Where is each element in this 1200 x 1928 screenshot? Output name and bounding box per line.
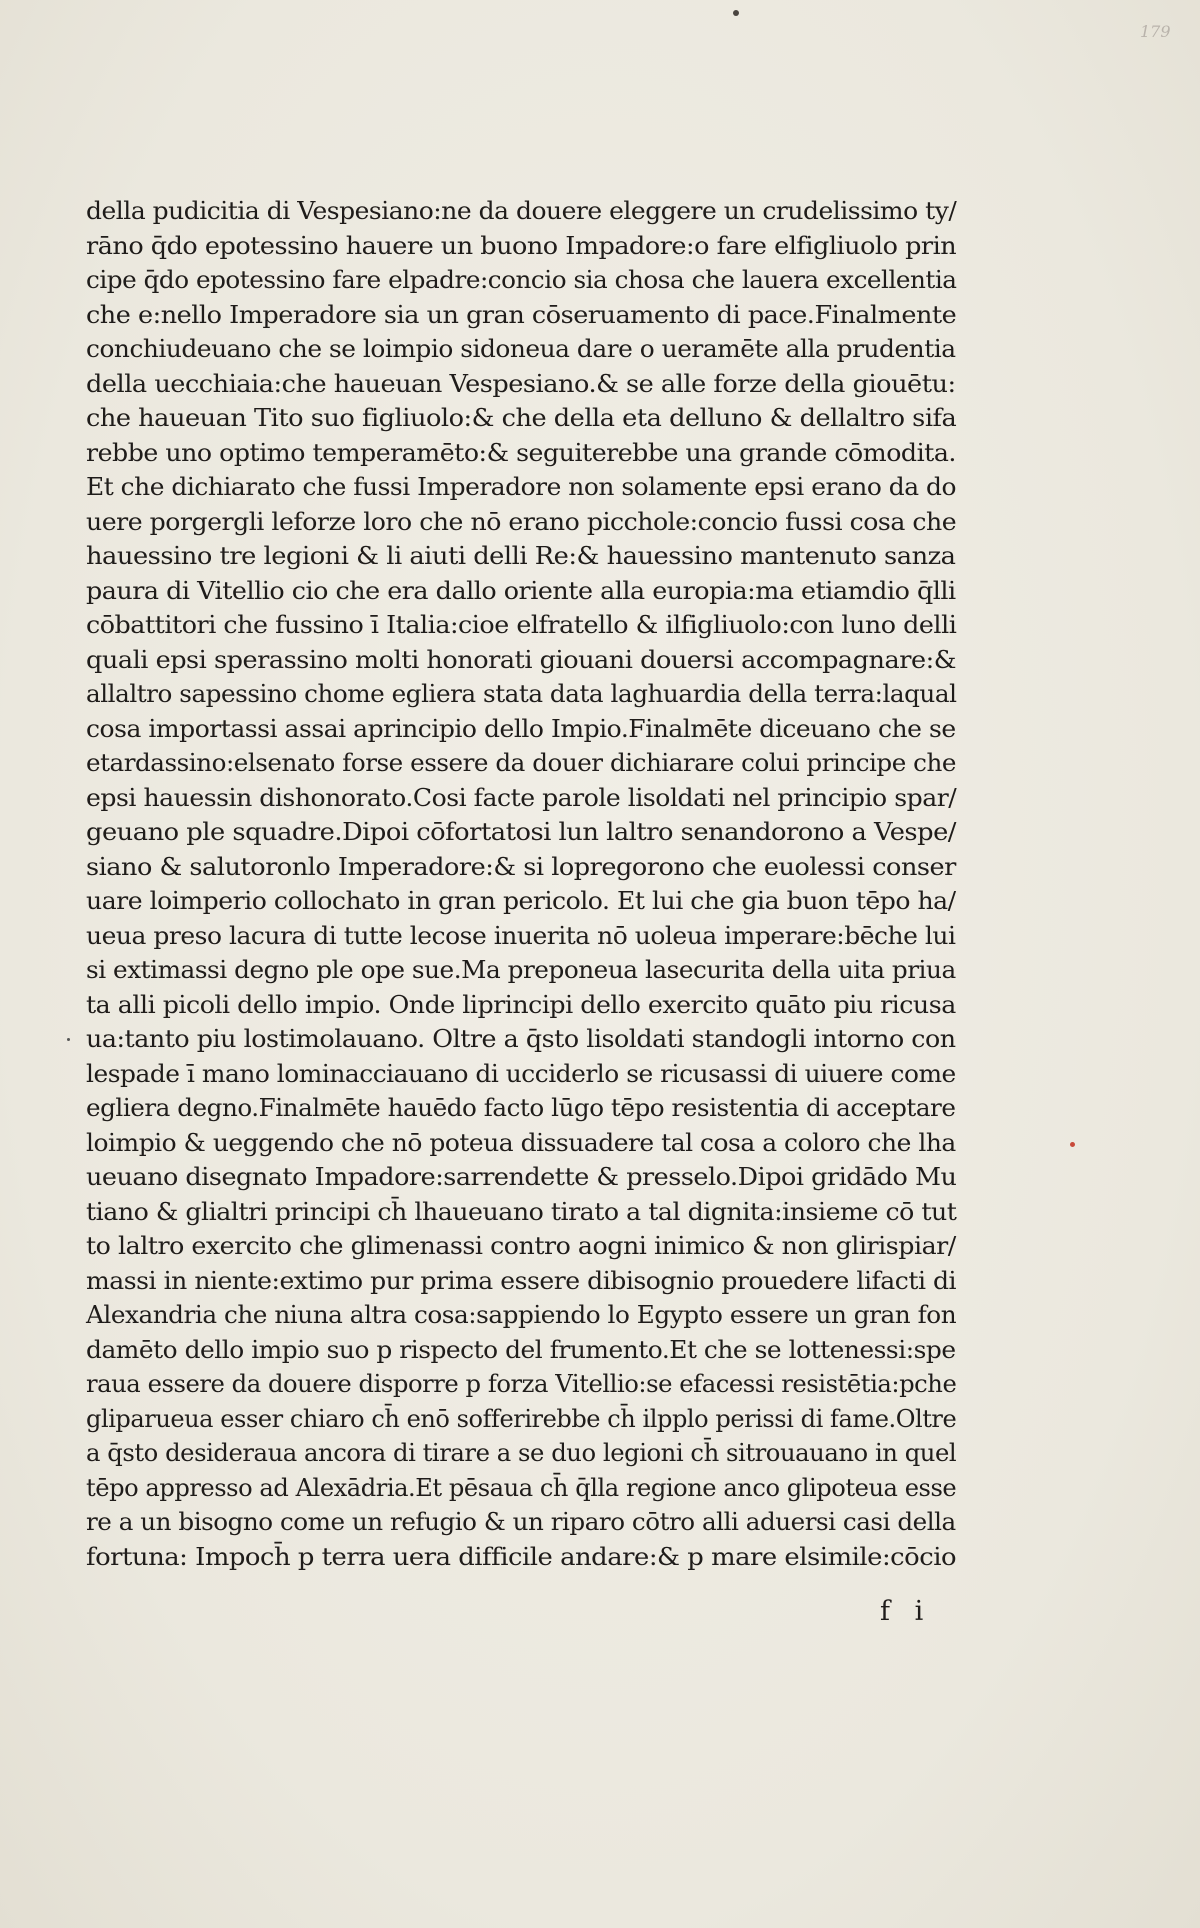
text-line: ueua preso lacura di tutte lecose inuerita nō uoleua imperare:bēche lui [86, 921, 956, 950]
text-line: si extimassi degno ple ope sue.Ma preponeua lasecurita della uita priua [86, 956, 956, 984]
folio-number: 179 [1140, 22, 1171, 41]
text-line: egliera degno.Finalmēte hauēdo facto lūgo tēpo resistentia di acceptare [86, 1094, 956, 1122]
text-line: uere porgergli leforze loro che nō erano picchole:concio fussi cosa che [86, 507, 957, 536]
ink-speck [1070, 1142, 1075, 1147]
text-line: hauessino tre legioni & li aiuti delli Re:& hauessino mantenuto sanza [86, 542, 956, 570]
text-line: to laltro exercito che glimenassi contro aogni inimico & non glirispiar/ [86, 1232, 956, 1260]
text-line: cōbattitori che fussino ī Italia:cioe elfratello & ilfigliuolo:con luno delli [86, 611, 957, 639]
text-line: etardassino:elsenato forse essere da douer dichiarare colui principe che [86, 749, 956, 777]
signature-mark: f i [880, 1596, 932, 1627]
text-line: che e:nello Imperadore sia un gran cōseruamento di pace.Finalmente [86, 300, 957, 329]
ink-dot [733, 10, 739, 16]
text-line: rāno q̄do epotessino hauere un buono Impadore:o fare elfigliuolo prin [86, 231, 957, 260]
text-line: re a un bisogno come un refugio & un riparo cōtro alli aduersi casi della [86, 1508, 956, 1536]
text-block [86, 194, 966, 1574]
text-line: gliparueua esser chiaro ch̄ enō sofferirebbe ch̄ ilpplo perissi di fame.Oltre [86, 1404, 957, 1433]
text-line: raua essere da douere disporre p forza Vitellio:se efacessi resistētia:pche [86, 1370, 957, 1398]
text-line: uare loimperio collochato in gran pericolo. Et lui che gia buon tēpo ha/ [86, 887, 956, 915]
text-line: lespade ī mano lominacciauano di ucciderlo se ricusassi di uiuere come [86, 1059, 956, 1088]
text-line: massi in niente:extimo pur prima essere dibisognio prouedere lifacti di [86, 1266, 957, 1295]
text-line: Alexandria che niuna altra cosa:sappiendo lo Egypto essere un gran fon [86, 1301, 957, 1329]
text-line: ta alli picoli dello impio. Onde liprincipi dello exercito quāto piu ricusa [86, 990, 956, 1019]
text-line: cosa importassi assai aprincipio dello Impio.Finalmēte diceuano che se [86, 714, 956, 743]
text-line: damēto dello impio suo p rispecto del frumento.Et che se lottenessi:spe [86, 1335, 956, 1364]
text-line: della uecchiaia:che haueuan Vespesiano.& se alle forze della giouētu: [86, 369, 956, 398]
text-line: epsi hauessin dishonorato.Cosi facte parole lisoldati nel principio spar/ [86, 783, 957, 812]
text-line: a q̄sto desideraua ancora di tirare a se duo legioni ch̄ sitrouauano in quel [86, 1439, 957, 1467]
text-line: Et che dichiarato che fussi Imperadore non solamente epsi erano da do [86, 473, 957, 501]
text-line: siano & salutoronlo Imperadore:& si lopregorono che euolessi conser [86, 852, 956, 881]
text-line: fortuna: Impoch̄ p terra uera difficile andare:& p mare elsimile:cōcio [86, 1542, 957, 1571]
text-line: conchiudeuano che se loimpio sidoneua dare o ueramēte alla prudentia [86, 335, 956, 363]
ink-speck [67, 1038, 70, 1041]
text-line: tēpo appresso ad Alexādria.Et pēsaua ch̄ q̄lla regione anco glipoteua esse [86, 1473, 957, 1502]
text-line: paura di Vitellio cio che era dallo oriente alla europia:ma etiamdio q̄lli [86, 576, 956, 605]
text-line: cipe q̄do epotessino fare elpadre:concio sia chosa che lauera excellentia [86, 266, 957, 294]
text-line: ua:tanto piu lostimolauano. Oltre a q̄sto lisoldati standogli intorno con [86, 1025, 956, 1053]
text-line: della pudicitia di Vespesiano:ne da douere eleggere un crudelissimo ty/ [86, 197, 957, 225]
text-line: quali epsi sperassino molti honorati giouani douersi accompagnare:& [86, 645, 956, 674]
text-line: loimpio & ueggendo che nō poteua dissuadere tal cosa a coloro che lha [86, 1128, 956, 1157]
text-line: ueuano disegnato Impadore:sarrendette & presselo.Dipoi gridādo Mu [86, 1163, 957, 1191]
text-line: che haueuan Tito suo figliuolo:& che della eta delluno & dellaltro sifa [86, 404, 957, 432]
text-line: geuano ple squadre.Dipoi cōfortatosi lun laltro senandorono a Vespe/ [86, 818, 956, 846]
text-line: allaltro sapessino chome egliera stata data laghuardia della terra:laqual [86, 680, 957, 708]
text-line: rebbe uno optimo temperamēto:& seguiterebbe una grande cōmodita. [86, 438, 956, 467]
text-line: tiano & glialtri principi ch̄ lhaueuano tirato a tal dignita:insieme cō tut [86, 1197, 957, 1226]
